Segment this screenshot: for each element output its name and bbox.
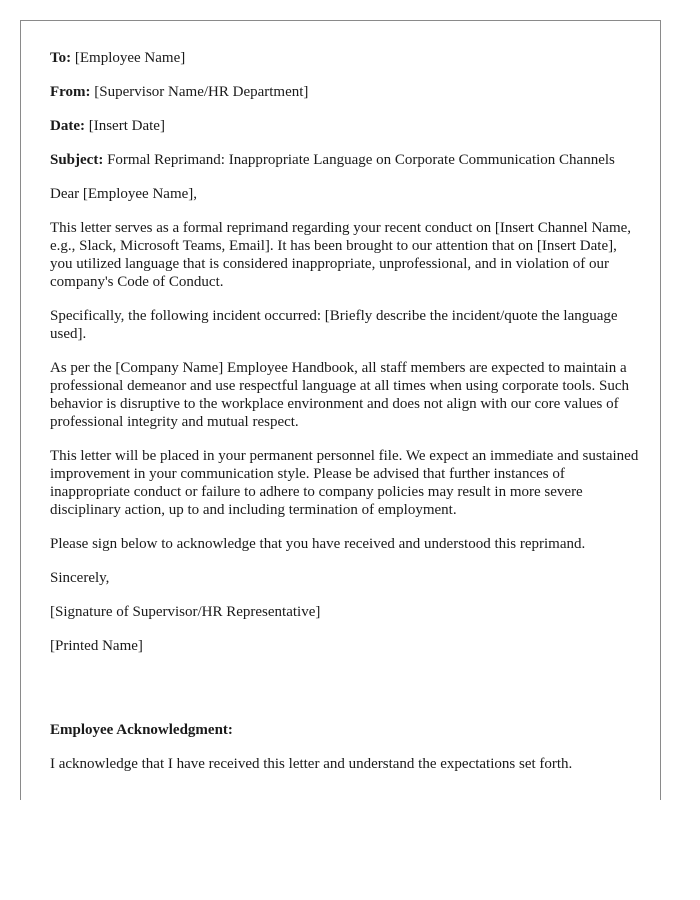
body-paragraph: Specifically, the following incident occurred: [Briefly describe the incident/quote the language used]. [50, 308, 618, 342]
date-label: Date: [50, 118, 85, 134]
salutation: Dear [Employee Name], [50, 186, 198, 202]
subject-label: Subject: [50, 152, 104, 168]
acknowledgment-text: I acknowledge that I have received this letter and understand the expectations set forth. [50, 756, 573, 772]
to-value: [Employee Name] [74, 50, 186, 66]
closing: Sincerely, [50, 570, 110, 586]
body-paragraph: This letter will be placed in your permanent personnel file. We expect an immediate and sustained improvement in your communication style. Please be advised that further instances of inappropriate conduct or failure to adhere to company policies may result in more severe disciplinary action, up to and including termination of employment. [50, 448, 639, 518]
letter-content [50, 49, 640, 789]
printed-name-line: [Printed Name] [50, 638, 143, 654]
subject-value: Formal Reprimand: Inappropriate Language on Corporate Communication Channels [107, 152, 615, 168]
date-line [50, 117, 640, 135]
subject-line [50, 151, 640, 169]
acknowledgment-heading: Employee Acknowledgment: [50, 722, 233, 738]
spacer [50, 671, 640, 721]
from-value: [Supervisor Name/HR Department] [94, 84, 309, 100]
body-paragraph: This letter serves as a formal reprimand regarding your recent conduct on [Insert Channel Name, e.g., Slack, Microsoft Teams, Email]. It has been brought to our attention that on [Insert Date], you utilized language that is considered inappropriate, unprofessional, and in violation of our company's Code of Conduct. [50, 220, 632, 290]
letter-page [20, 20, 661, 800]
date-value: [Insert Date] [88, 118, 165, 134]
to-line [50, 49, 640, 67]
to-label: To: [50, 50, 72, 66]
from-line [50, 83, 640, 101]
from-label: From: [50, 84, 91, 100]
body-paragraph: As per the [Company Name] Employee Handbook, all staff members are expected to maintain a professional demeanor and use respectful language at all times when using corporate tools. Such behavior is disruptive to the workplace environment and does not align with our core values of professional integrity and mutual respect. [50, 360, 629, 430]
body-paragraph: Please sign below to acknowledge that you have received and understood this reprimand. [50, 536, 586, 552]
signature-line: [Signature of Supervisor/HR Representative] [50, 604, 321, 620]
